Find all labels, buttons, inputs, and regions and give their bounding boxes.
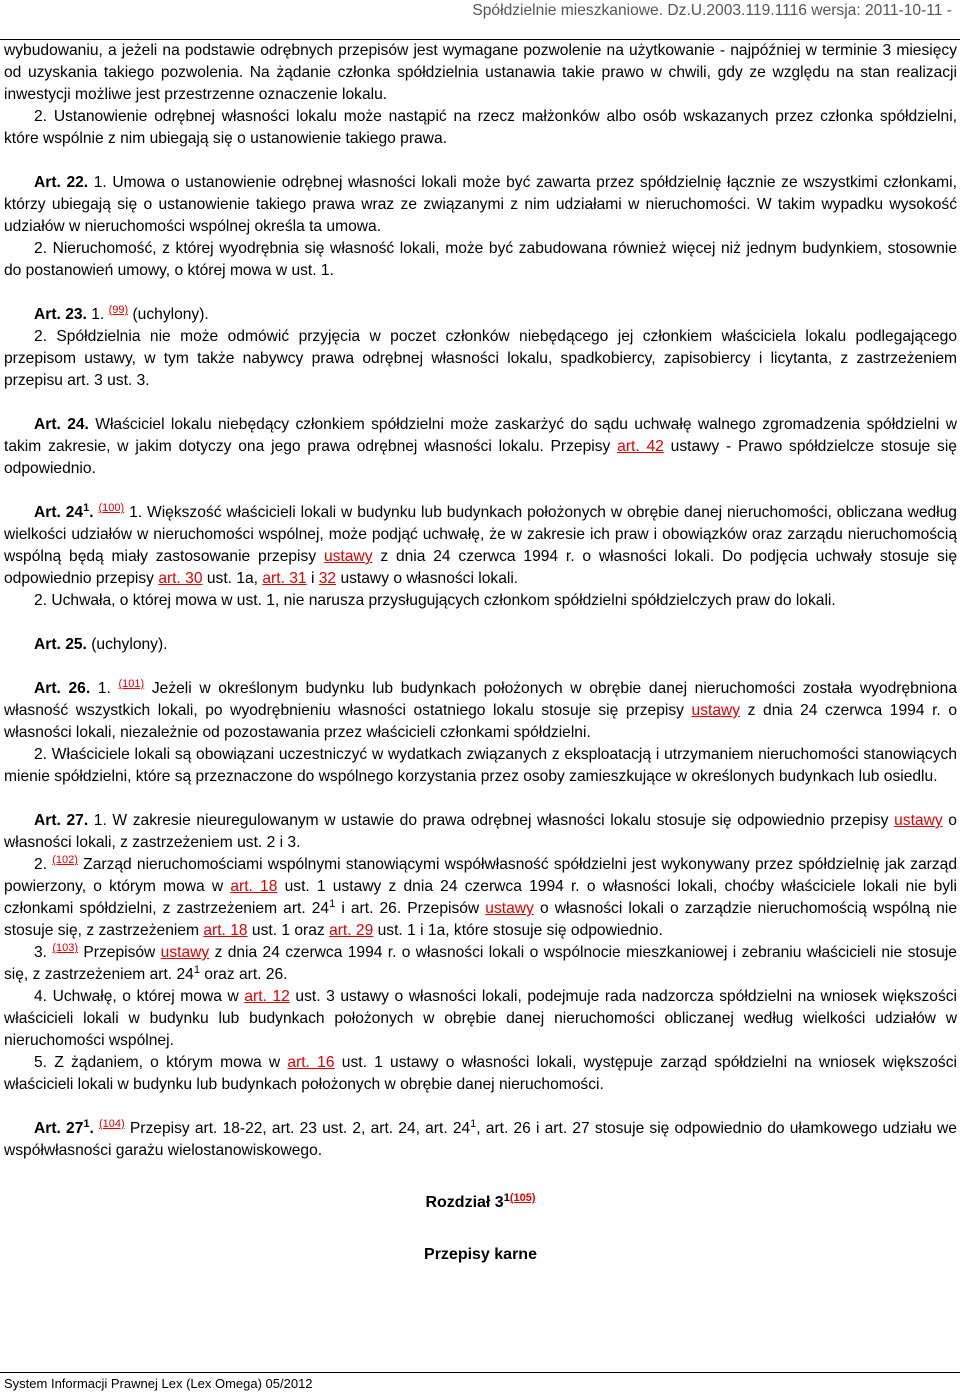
article-label: Art. 25. [34, 636, 87, 653]
law-reference-link[interactable]: art. 18 [203, 922, 248, 939]
footnote-link[interactable]: (102) [52, 854, 78, 866]
article-27-ust3: 3. $^{(103)}$ Przepisów ustawy z dnia 24 czerwca 1994 r. o własności lokali o wspólnocie mieszkaniowej i zebraniu właścicieli nie stosuje się, z zastrzeżeniem art. $24^1$ oraz art. 26. [4, 942, 957, 983]
law-reference-link[interactable]: 32 [318, 570, 337, 587]
footnote-link[interactable]: (104) [99, 1118, 125, 1130]
article-27-ust5: 5. Z żądaniem, o którym mowa w art. 16 ust. 1 ustawy o własności lokali, występuje zarząd spółdzielni na wniosek większości właścicieli lokali w budynku lub budynkach położonych w obrębie danej nieruchomości. [4, 1054, 957, 1093]
article-label: Art. 23. [34, 306, 87, 323]
footer-source: System Informacji Prawnej Lex (Lex Omega) 05/2012 [4, 1376, 313, 1391]
article-24: Art. 24. Właściciel lokalu niebędący członkiem spółdzielni może zaskarżyć do sądu uchwałę walnego zgromadzenia spółdzielni w takim zakresie, w jakim dotyczy ona jego prawa odrębnej własności lokalu. Przepisy art. 42 ustawy - Prawo spółdzielcze stosuje się odpowiednio. [4, 416, 957, 477]
article-27-1: Art. $27^1$. $^{(104)}$ Przepisy art. 18-22, art. 23 ust. 2, art. 24, art. $24^1$, art. 26 i art. 27 stosuje się odpowiednio do ułamkowego udziału we współwłasności garażu wielostanowiskowego. [4, 1118, 957, 1159]
document-body [4, 40, 957, 1266]
article-27-ust4: 4. Uchwałę, o której mowa w art. 12 ust. 3 ustawy o własności lokali, podejmuje rada nadzorcza spółdzielni na wniosek większości właścicieli lokali w budynku lub budynkach położonych w obrębie danej nieruchomości obliczanej według wielkości udziałów w nieruchomości wspólnej. [4, 988, 958, 1049]
footnote-link[interactable]: (101) [118, 678, 145, 690]
article-22 [4, 172, 957, 238]
law-reference-link[interactable]: ustawy [160, 944, 210, 961]
document-title: Spółdzielnie mieszkaniowe. Dz.U.2003.119.1116 wersja: 2011-10-11 - [472, 2, 952, 19]
chapter-title: Przepisy karne [424, 1246, 537, 1263]
law-reference-link[interactable]: ustawy [894, 812, 943, 829]
article-23: Art. 23. 1. $^{(99)}$ (uchylony). [34, 304, 209, 323]
footnote-link[interactable]: (99) [108, 304, 129, 316]
article-label: Art. $27^1$. [34, 1118, 94, 1137]
article-27-ust2: 2. $^{(102)}$ Zarząd nieruchomościami wspólnymi stanowiącymi współwłasność spółdzielni jest wykonywany przez spółdzielnię jak zarząd powierzony, o którym mowa w art. 18 ust. 1 ustawy z dnia 24 czerwca 1994 r. o własności lokali, choćby właściciele lokali nie byli członkami spółdzielni, z zastrzeżeniem art. $24^1$ i art. 26. Przepisów ustawy o własności lokali o zarządzie nieruchomością wspólną nie stosuje się, z zastrzeżeniem art. 18 ust. 1 oraz art. 29 ust. 1 i 1a, które stosuje się odpowiednio. [4, 854, 958, 939]
article-24-1-ust2: 2. Uchwała, o której mowa w ust. 1, nie narusza przysługujących członkom spółdzielni spółdzielczych praw do lokali. [34, 592, 836, 609]
article-23-ust2: 2. Spółdzielnia nie może odmówić przyjęcia w poczet członków niebędącego jej członkiem właściciela lokalu podlegającego przepisom ustawy, w tym także nabywcy prawa odrębnej własności lokalu, spadkobiercy, zapisobiercy i licytanta, z zastrzeżeniem przepisu art. 3 ust. 3. [4, 328, 957, 389]
article-label: Art. 22. [34, 174, 89, 191]
law-reference-link[interactable]: art. 16 [287, 1054, 335, 1071]
article-25: Art. 25. (uchylony). [34, 636, 168, 653]
footnote-link[interactable]: (105) [509, 1192, 536, 1204]
law-reference-link[interactable]: art. 30 [158, 570, 203, 587]
article-text: 1. Umowa o ustanowienie odrębnej własności lokali może być zawarta przez spółdzielnię łącznie ze wszystkimi członkami, którzy ubiegają się o ustanowienie takiego prawa wraz ze związanymi z nim udziałami w nieruchomości. W takim wypadku wysokość udziałów w nieruchomości wspólnej określa ta umowa. [4, 174, 957, 235]
law-reference-link[interactable]: ustawy [485, 900, 534, 917]
article-label: Art. 24. [34, 416, 89, 433]
law-reference-link[interactable]: art. 29 [329, 922, 374, 939]
law-reference-link[interactable]: art. 12 [244, 988, 290, 1005]
law-reference-link[interactable]: ustawy [323, 548, 373, 565]
article-27: Art. 27. 1. W zakresie nieuregulowanym w ustawie do prawa odrębnej własności lokalu stosuje się odpowiednio przepisy ustawy o własności lokali, z zastrzeżeniem ust. 2 i 3. [4, 812, 957, 851]
law-reference-link[interactable]: art. 42 [617, 438, 664, 455]
article-24-1: Art. $24^1$. $^{(100)}$ 1. Większość właścicieli lokali w budynku lub budynkach położonych w obrębie danej nieruchomości, obliczana według wielkości udziałów w nieruchomości wspólnej, może podjąć uchwałę, że w zakresie ich praw i obowiązków oraz zarządu nieruchomością wspólną będą miały zastosowanie przepisy ustawy z dnia 24 czerwca 1994 r. o własności lokali. Do podjęcia uchwały stosuje się odpowiednio przepisy art. 30 ust. 1a, art. 31 i 32 ustawy o własności lokali. [4, 502, 957, 587]
article-label: Art. 26. [34, 680, 91, 697]
page-footer [0, 1372, 960, 1392]
paragraph-art21-ust2: 2. Ustanowienie odrębnej własności lokalu może nastąpić na rzecz małżonków albo osób wskazanych przez członka spółdzielni, które wspólnie z nim ubiegają się o ustanowienie takiego prawa. [4, 108, 957, 147]
article-label: Art. $24^1$. [34, 502, 94, 521]
law-reference-link[interactable]: art. 18 [230, 878, 278, 895]
article-26-ust2: 2. Właściciele lokali są obowiązani uczestniczyć w wydatkach związanych z eksploatacją i utrzymaniem nieruchomości stanowiących mienie spółdzielni, które są przeznaczone do wspólnego korzystania przez osoby zamieszkujące w określonych budynkach lub osiedlu. [4, 746, 957, 785]
footnote-link[interactable]: (103) [52, 942, 79, 954]
page-header [0, 0, 960, 40]
chapter-heading: Rozdział 3$^{1(105)}$ [425, 1192, 536, 1211]
article-label: Art. 27. [34, 812, 89, 829]
footnote-link[interactable]: (100) [98, 502, 125, 514]
law-reference-link[interactable]: ustawy [691, 702, 741, 719]
law-reference-link[interactable]: art. 31 [262, 570, 307, 587]
article-26: Art. 26. 1. $^{(101)}$ Jeżeli w określonym budynku lub budynkach położonych w obrębie danej nieruchomości została wyodrębniona własność wszystkich lokali, po wyodrębnieniu własności ostatniego lokalu stosuje się przepisy ustawy z dnia 24 czerwca 1994 r. o własności lokali, niezależnie od pozostawania przez właścicieli członkami spółdzielni. [4, 678, 958, 741]
article-22-ust2: 2. Nieruchomość, z której wyodrębnia się własność lokali, może być zabudowana również więcej niż jednym budynkiem, stosownie do postanowień umowy, o której mowa w ust. 1. [4, 240, 957, 279]
paragraph-continuation: wybudowaniu, a jeżeli na podstawie odrębnych przepisów jest wymagane pozwolenie na użytkowanie - najpóźniej w terminie 3 miesięcy od uzyskania takiego pozwolenia. Na żądanie członka spółdzielnia ustanawia takie prawo w chwili, gdy ze względu na stan realizacji inwestycji możliwe jest przestrzenne oznaczenie lokalu. [4, 42, 957, 103]
